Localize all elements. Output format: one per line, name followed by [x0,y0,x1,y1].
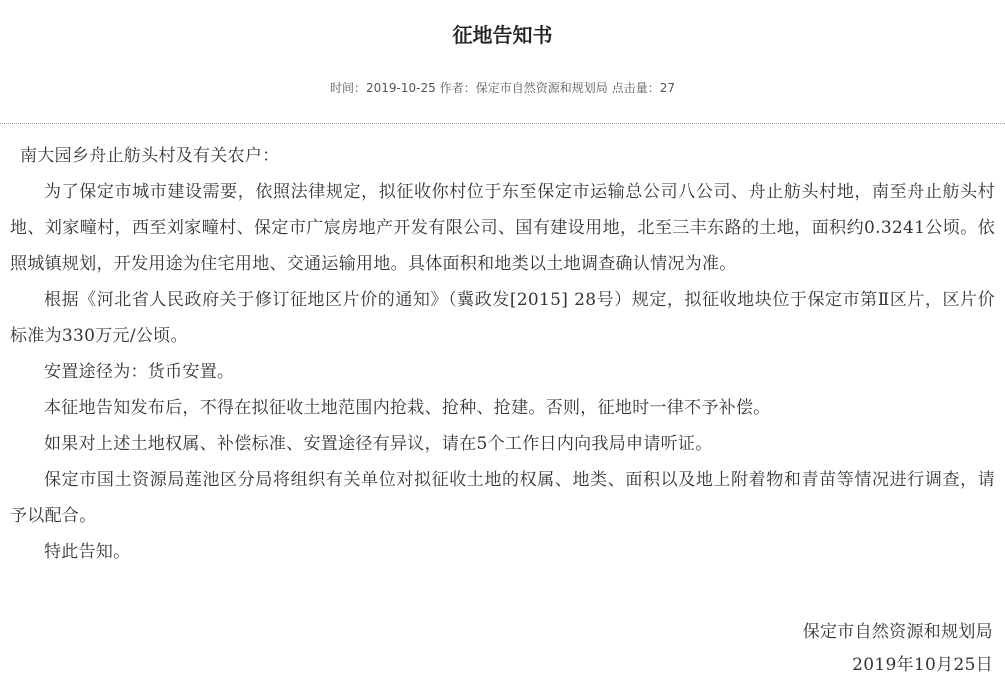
signature-block [803,616,993,682]
paragraph-hearing: 如果对上述土地权属、补偿标准、安置途径有异议，请在5个工作日内向我局申请听证。 [44,434,713,454]
paragraph-resettlement: 安置途径为：货币安置。 [44,362,235,382]
article-meta [0,79,1005,97]
salutation: 南大园乡舟止舫头村及有关农户： [20,146,280,166]
paragraph-purpose: 为了保定市城市建设需要，依照法律规定，拟征收你村位于东至保定市运输总公司八公司、舟止舫头村地，南至舟止舫头村地、刘家疃村，西至刘家疃村、保定市广宸房地产开发有限公司、国有建设用地，北至三丰东路的土地，面积约0.3241公顷。依照城镇规划，开发用途为住宅用地、交通运输用地。具体面积和地类以土地调查确认情况为准。 [10,182,995,274]
meta-divider [0,123,1005,124]
hit-count: 点击量：27 [611,81,676,95]
author: 作者：保定市自然资源和规划局 [439,81,608,95]
publish-time: 时间：2019-10-25 [329,81,436,95]
page-title: 征地告知书 [452,23,553,48]
issuer-name: 保定市自然资源和规划局 [802,622,993,642]
issue-date: 2019年10月25日 [852,655,993,675]
paragraph-closing: 特此告知。 [44,542,131,562]
article-body [10,138,995,570]
paragraph-price: 根据《河北省人民政府关于修订征地区片价的通知》（冀政发[2015] 28号）规定，拟征收地块位于保定市第Ⅱ区片，区片价标准为330万元/公顷。 [10,290,995,346]
paragraph-prohibition: 本征地告知发布后，不得在拟征收土地范围内抢栽、抢种、抢建。否则，征地时一律不予补偿。 [44,398,771,418]
paragraph-investigation: 保定市国土资源局莲池区分局将组织有关单位对拟征收土地的权属、地类、面积以及地上附着物和青苗等情况进行调查，请予以配合。 [10,470,995,526]
